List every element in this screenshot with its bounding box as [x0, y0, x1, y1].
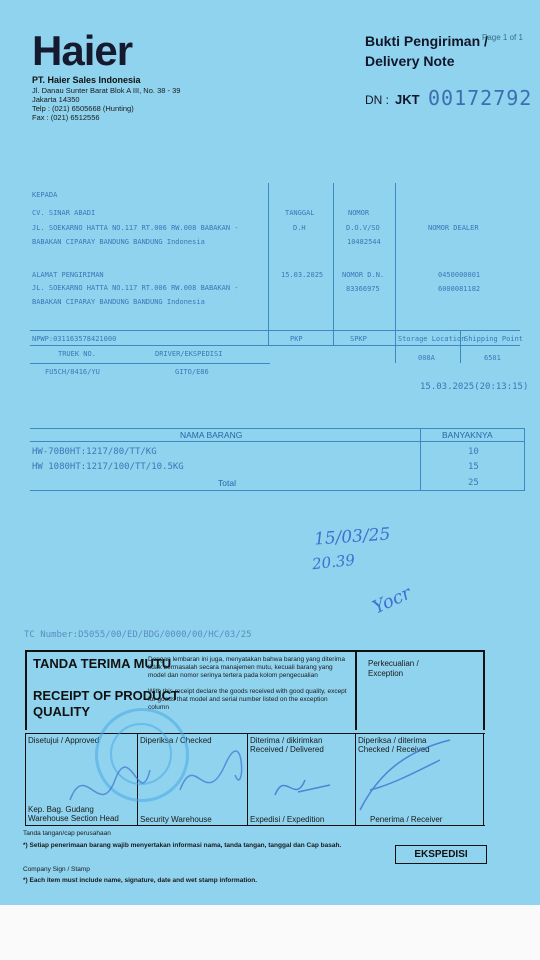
dn-label: DN :	[365, 93, 389, 107]
grid-line	[395, 183, 396, 363]
footer-note: *) Setiap penerimaan barang wajib menyertakan informasi nama, tanda tangan, tanggal dan Cap basah.	[23, 842, 342, 849]
phone-line: Telp : (021) 6505668 (Hunting)	[32, 104, 134, 113]
doc-title-en: Delivery Note	[365, 53, 455, 69]
recipient-address: BABAKAN CIPARAY BANDUNG BANDUNG Indonesia	[32, 238, 205, 246]
shipping-address-label: ALAMAT PENGIRIMAN	[32, 271, 104, 279]
grid-line	[30, 363, 270, 364]
truck-value: FU5CH/8416/YU	[45, 368, 100, 376]
footer-line: Tanda tangan/cap perusahaan	[23, 830, 111, 837]
handwritten-time: 20.39	[311, 550, 356, 574]
npwp: NPWP:031163578421000	[32, 335, 117, 343]
box-border	[25, 650, 27, 730]
grid-line	[30, 441, 525, 442]
company-address	[32, 86, 180, 122]
address-line: Jl. Danau Sunter Barat Blok A III, No. 38 - 39	[32, 86, 181, 95]
storage-value: 008A	[418, 354, 435, 362]
page-indicator: Page 1 of 1	[482, 33, 523, 42]
grid-line	[420, 428, 421, 490]
tc-number: TC Number:D5055/00/ED/BDG/0000/00/HC/03/25	[24, 630, 252, 640]
col-nama-barang: NAMA BARANG	[180, 430, 243, 440]
dn-prefix: JKT	[395, 92, 420, 107]
footer-line: Company Sign / Stamp	[23, 866, 90, 873]
storage-label: Storage Location	[398, 335, 466, 343]
address-line: Jakarta 14350	[32, 95, 80, 104]
receipt-title-en: RECEIPT OF PRODUCT	[33, 688, 179, 703]
sig-receiver-label: Penerima / Receiver	[370, 815, 443, 824]
box-border	[355, 650, 357, 730]
sig-received-label: Diperiksa / diterima Checked / Received	[358, 736, 430, 754]
fax-line: Fax : (021) 6512556	[32, 113, 100, 122]
sig-checked-label: Diperiksa / Checked	[140, 736, 212, 745]
col-banyaknya: BANYAKNYA	[442, 430, 493, 440]
doc-title-id: Bukti Pengiriman /	[365, 33, 488, 49]
receipt-title-id: TANDA TERIMA MUTU	[33, 656, 172, 671]
shipping-address: BABAKAN CIPARAY BANDUNG BANDUNG Indonesia	[32, 298, 205, 306]
so-number: 10482544	[347, 238, 381, 246]
receipt-text-id: Dengan lembaran ini juga, menyatakan bahwa barang yang diterima tidak bermasalah secara manajemen mutu, kecuali barang yang model dan nomor serinya tertera pada kolom pengecualian	[148, 656, 345, 679]
shipping-address: JL. SOEKARNO HATTA NO.117 RT.006 RW.008 BABAKAN -	[32, 284, 239, 292]
nomor-dn-label: NOMOR D.N.	[342, 271, 385, 279]
grid-line	[524, 428, 525, 490]
grid-line	[30, 428, 525, 429]
recipient-address: JL. SOEKARNO HATTA NO.117 RT.006 RW.008 BABAKAN -	[32, 224, 239, 232]
tanggal-label: TANGGAL	[285, 209, 315, 217]
receipt-text-en: With this receipt declare the goods received with good quality, except for goods that model and serial number listed on the exception column	[148, 688, 347, 711]
exception-label: Perkecualian / Exception	[368, 659, 419, 678]
item-qty: 15	[468, 462, 479, 472]
driver-label: DRIVER/EKSPEDISI	[155, 350, 223, 358]
shipping-label: Shipping Point	[464, 335, 524, 343]
dn-number: 00172792	[428, 86, 533, 110]
truck-label: TRUEK NO.	[58, 350, 96, 358]
shipping-value: 6501	[484, 354, 501, 362]
total-label: Total	[218, 478, 236, 488]
pkp-label: PKP	[290, 335, 303, 343]
printed-time: 15.03.2025(20:13:15)	[420, 382, 529, 392]
recipient-name: CV. SINAR ABADI	[32, 209, 96, 217]
sig-grid-line	[25, 825, 485, 826]
receipt-title-en: QUALITY	[33, 704, 91, 719]
dn-ref: 83366975	[346, 285, 380, 293]
sig-grid-line	[25, 733, 26, 825]
sig-warehouse-head-label: Kep. Bag. Gudang Warehouse Section Head	[28, 805, 119, 823]
sig-approved-label: Disetujui / Approved	[28, 736, 100, 745]
sig-expedition-label: Expedisi / Expedition	[250, 815, 325, 824]
dealer-code: 6000081182	[438, 285, 481, 293]
driver-value: GITO/E86	[175, 368, 209, 376]
handwritten-signature: Yocr	[369, 582, 415, 619]
grid-line	[30, 490, 525, 491]
grid-line	[30, 330, 520, 331]
kepada-label: KEPADA	[32, 191, 58, 199]
sig-delivered-label: Diterima / dikirimkan Received / Delivered	[250, 736, 324, 754]
signature-scribbles	[30, 730, 510, 825]
item-name: HW 1080HT:1217/100/TT/10.5KG	[32, 462, 184, 472]
item-name: HW-70B0HT:1217/80/TT/KG	[32, 447, 157, 457]
box-border	[25, 650, 485, 652]
spkp-label: SPKP	[350, 335, 367, 343]
item-qty: 10	[468, 447, 479, 457]
ekspedisi-label: EKSPEDISI	[395, 845, 487, 864]
box-border	[483, 650, 485, 730]
total-value: 25	[468, 478, 479, 488]
company-name: PT. Haier Sales Indonesia	[32, 75, 141, 85]
nomor-dealer-label: NOMOR DEALER	[428, 224, 479, 232]
handwritten-date: 15/03/25	[313, 524, 391, 550]
grid-line	[30, 345, 520, 346]
grid-line	[268, 183, 269, 345]
doc-date: 15.03.2025	[281, 271, 324, 279]
dh-label: D.H	[293, 224, 306, 232]
footer-note: *) Each item must include name, signature, date and wet stamp information.	[23, 877, 258, 884]
haier-logo: Haier	[32, 27, 133, 74]
sig-security-label: Security Warehouse	[140, 815, 212, 824]
dealer-code: 0450000001	[438, 271, 481, 279]
grid-line	[333, 183, 334, 345]
nomor-label: NOMOR	[348, 209, 370, 217]
do-so-label: D.O.V/SO	[346, 224, 380, 232]
